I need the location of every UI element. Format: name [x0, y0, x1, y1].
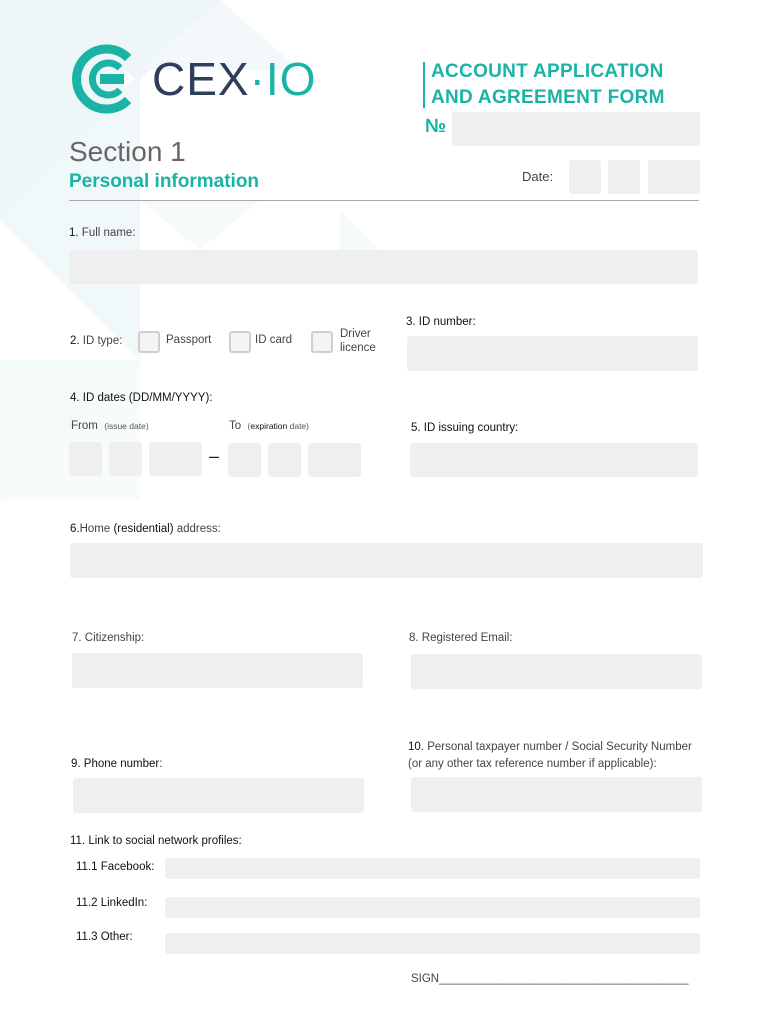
phone-number-num: 9. — [71, 758, 84, 770]
issuing-country-label: 5. ID issuing country: — [411, 422, 519, 434]
taxpayer-number-field[interactable] — [411, 777, 702, 812]
home-address-field[interactable] — [70, 543, 703, 578]
address-label — [70, 523, 221, 535]
social-label — [70, 835, 242, 847]
citizenship-label: 7. Citizenship: — [72, 632, 145, 644]
facebook-label: 11.1 Facebook: — [76, 861, 155, 873]
other-label: 11.3 Other: — [76, 931, 133, 943]
phone-label — [71, 758, 162, 770]
passport-checkbox[interactable] — [138, 331, 160, 353]
form-number-field[interactable] — [452, 112, 700, 146]
cex-logo-icon — [70, 44, 140, 114]
expiry-year-field[interactable] — [308, 443, 361, 477]
date-day-field[interactable] — [569, 160, 601, 194]
issue-month-field[interactable] — [109, 442, 142, 476]
issue-day-field[interactable] — [69, 442, 102, 476]
phone-number-field[interactable] — [73, 778, 364, 813]
id-dates-label: 4. ID dates (DD/MM/YYYY): — [70, 392, 213, 404]
linkedin-label: 11.2 LinkedIn: — [76, 897, 148, 909]
section-subtitle: Personal information — [69, 171, 260, 192]
social-text: Link to social network profiles: — [88, 835, 242, 847]
taxpayer-number: 10. — [408, 741, 424, 753]
number-label: № — [425, 116, 447, 137]
date-month-field[interactable] — [608, 160, 640, 194]
full-name-label — [69, 227, 135, 239]
registered-email-field[interactable] — [411, 654, 702, 689]
address-pre: Home — [79, 523, 114, 535]
sign-line[interactable]: _______________________________________ — [439, 973, 689, 985]
brand-suffix: IO — [265, 53, 317, 105]
other-profile-field[interactable] — [165, 933, 700, 954]
email-label: 8. Registered Email: — [409, 632, 513, 644]
licence-option-label: licence — [340, 342, 376, 354]
brand-wordmark — [152, 52, 316, 106]
form-title-line1: ACCOUNT APPLICATION — [431, 61, 664, 82]
section-title: Section 1 — [69, 136, 186, 167]
id-number-label: 3. ID number: — [406, 316, 476, 328]
taxpayer-label — [408, 739, 692, 773]
form-title-line2: AND AGREEMENT FORM — [431, 87, 665, 108]
full-name-number: 1. — [69, 227, 79, 239]
from-label — [71, 420, 149, 432]
issuing-country-field[interactable] — [410, 443, 698, 477]
id-type-number: 2. — [70, 335, 80, 347]
address-post: address: — [173, 523, 221, 535]
social-number: 11. — [70, 835, 86, 847]
title-accent-bar — [423, 62, 425, 108]
date-range-dash: – — [209, 446, 220, 466]
citizenship-field[interactable] — [72, 653, 363, 688]
id-card-checkbox[interactable] — [229, 331, 251, 353]
date-year-field[interactable] — [648, 160, 700, 194]
expiry-day-field[interactable] — [228, 443, 261, 477]
passport-option-label: Passport — [166, 334, 212, 346]
id-number-field[interactable] — [407, 336, 698, 371]
taxpayer-line1: Personal taxpayer number / Social Security Number — [427, 741, 692, 753]
to-hint-bold: expiration — [250, 421, 288, 431]
expiry-month-field[interactable] — [268, 443, 301, 477]
driver-option-label: Driver — [340, 328, 371, 340]
to-hint-close: date) — [287, 421, 309, 431]
taxpayer-line2: (or any other tax reference number if applicable): — [408, 758, 657, 770]
facebook-field[interactable] — [165, 858, 700, 879]
issue-year-field[interactable] — [149, 442, 202, 476]
id-card-option-label: ID card — [255, 334, 293, 346]
date-label: Date: — [522, 169, 554, 184]
address-bold: (residential) — [113, 523, 174, 535]
section-divider — [69, 200, 699, 201]
id-type-label — [70, 335, 122, 347]
to-label — [229, 420, 309, 432]
brand-separator: · — [249, 53, 266, 105]
driver-licence-checkbox[interactable] — [311, 331, 333, 353]
to-hint-open: ( — [247, 421, 251, 431]
from-text: From — [71, 420, 98, 432]
linkedin-field[interactable] — [165, 897, 700, 918]
sign-label: SIGN — [411, 973, 440, 985]
to-text: To — [229, 420, 242, 432]
full-name-field[interactable] — [69, 250, 698, 284]
brand-name: CEX — [152, 53, 250, 105]
from-hint: (issue date) — [104, 421, 149, 431]
id-type-text: ID type: — [82, 335, 123, 347]
form-title — [431, 59, 665, 111]
full-name-text: Full name: — [81, 227, 136, 239]
phone-number-colon: : — [159, 758, 163, 770]
phone-number-text: Phone number — [83, 758, 160, 770]
address-number: 6. — [70, 523, 80, 535]
sign-area — [411, 973, 689, 985]
